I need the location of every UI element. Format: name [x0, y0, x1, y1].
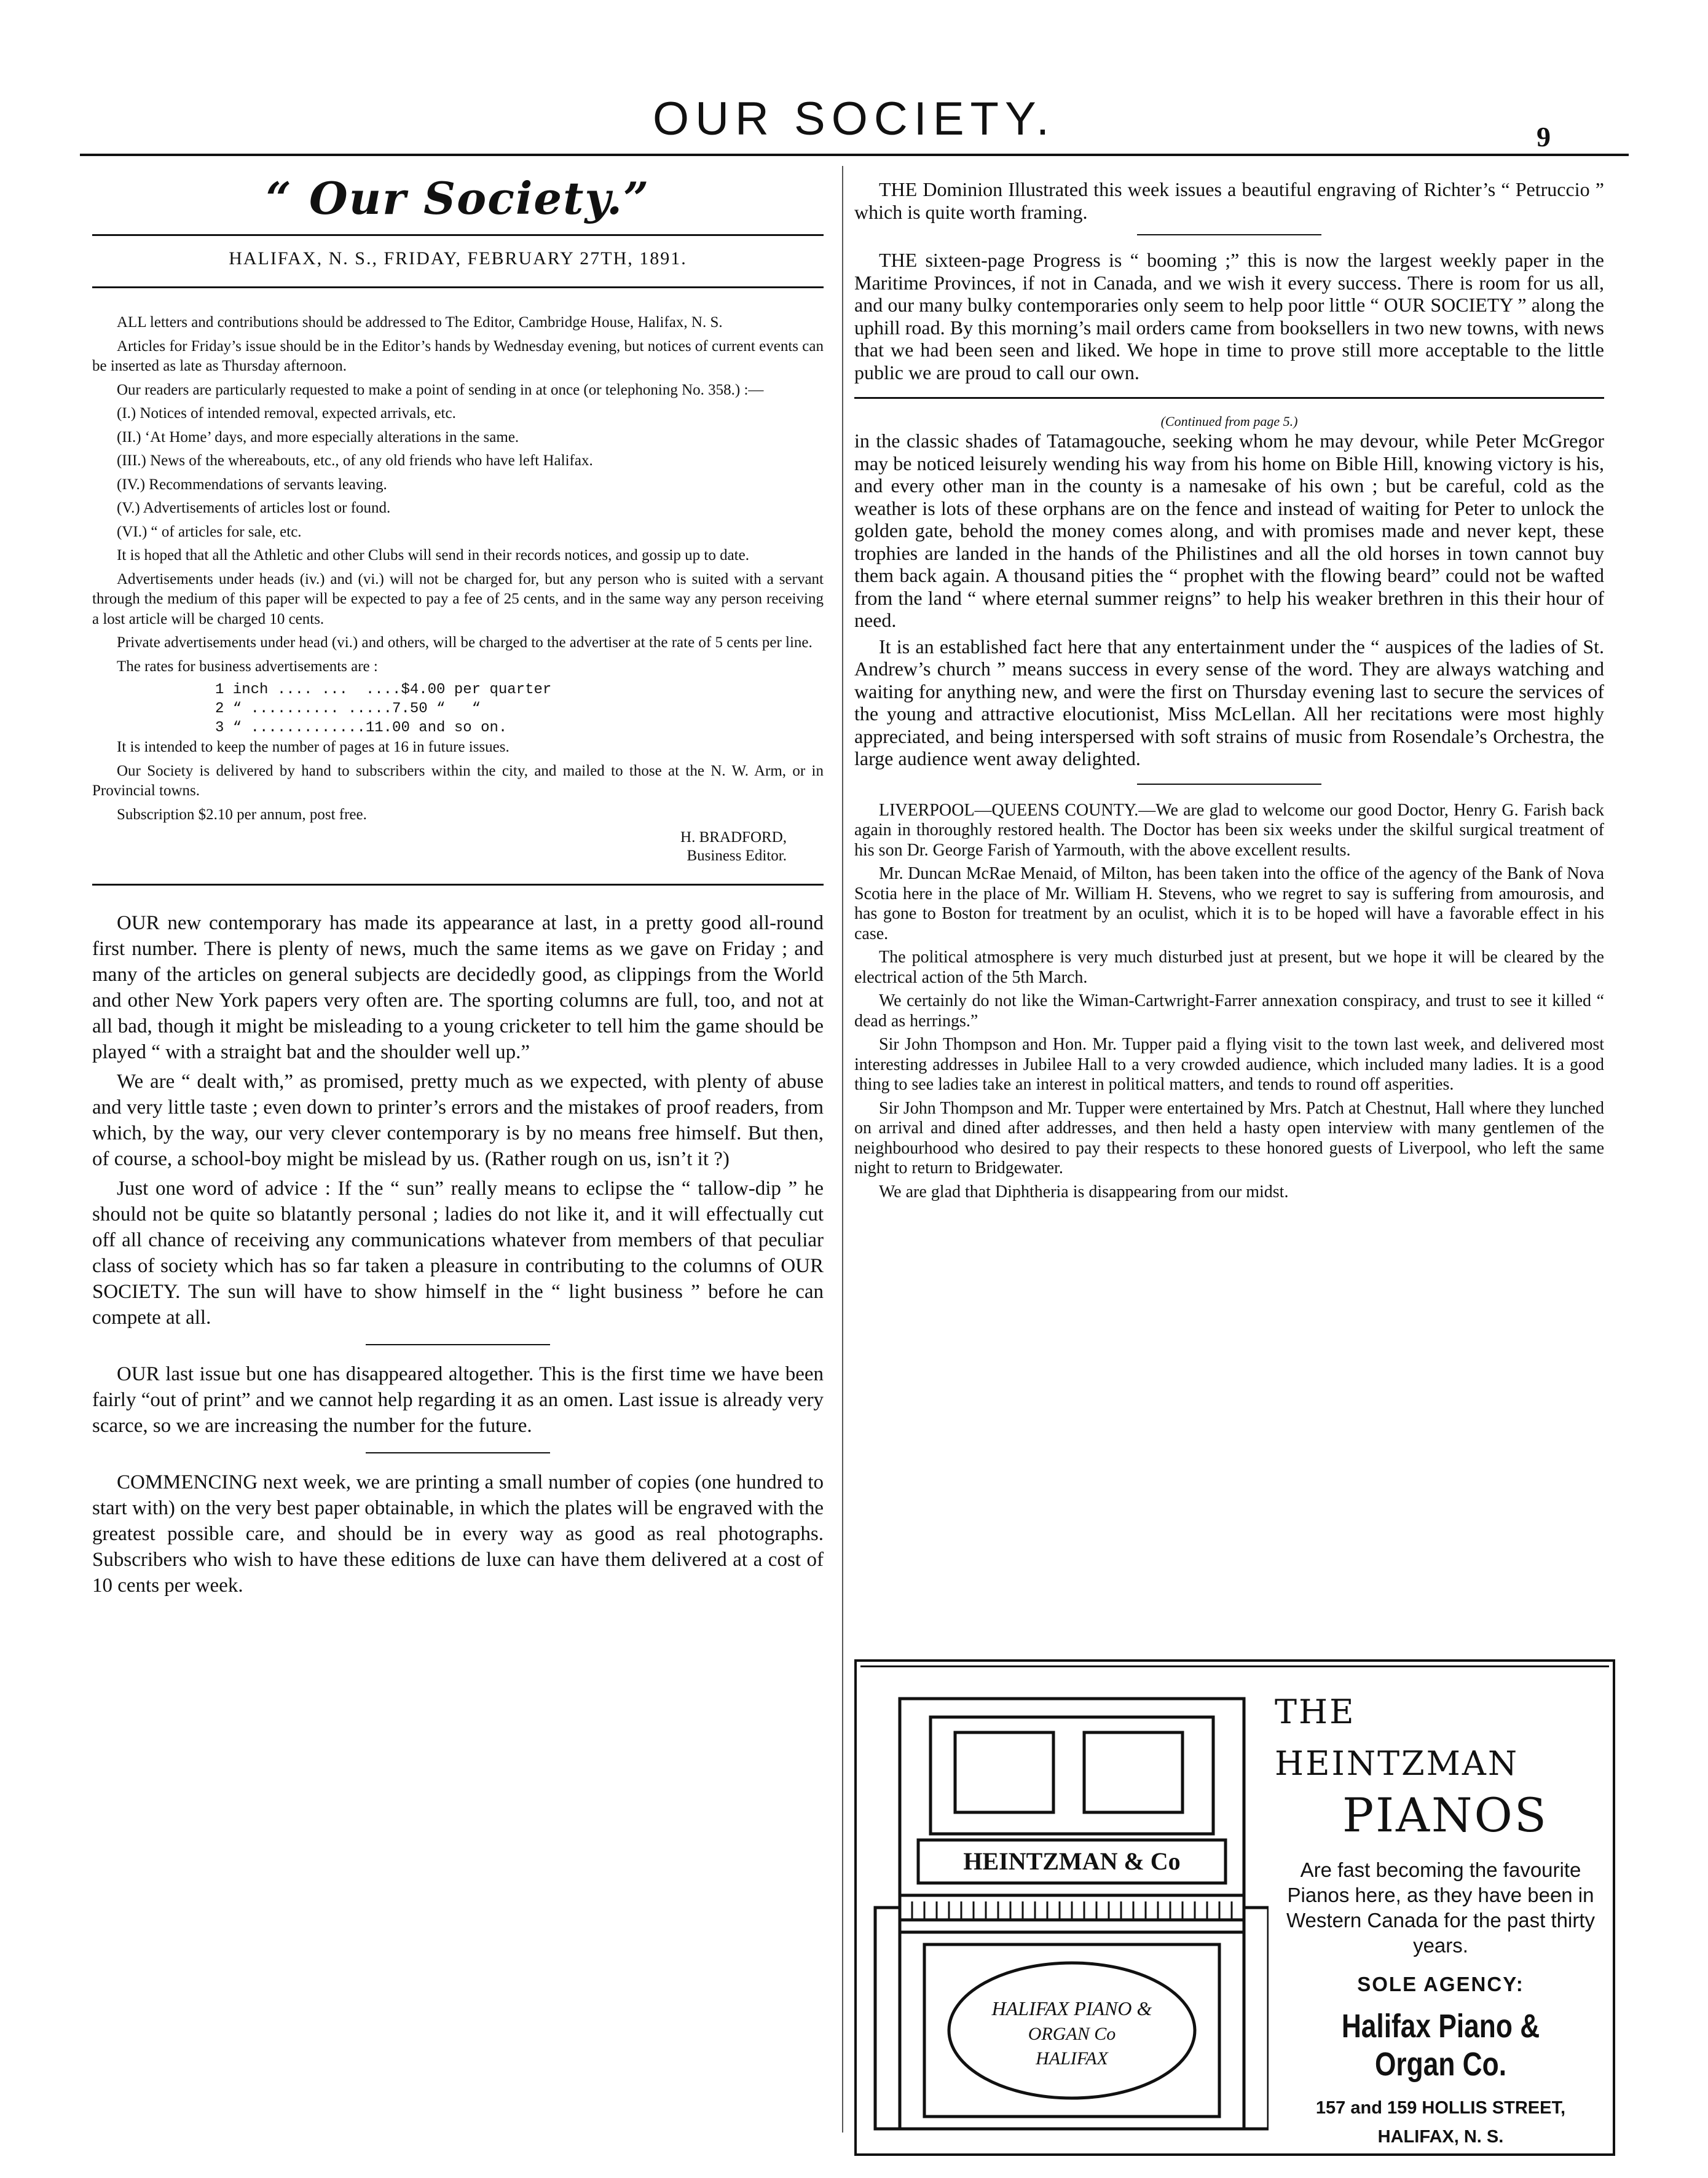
editorial-section [92, 910, 824, 1331]
ad-heading: THE HEINTZMAN [1275, 1692, 1519, 1783]
liverpool-paragraph: Sir John Thompson and Hon. Mr. Tupper paid a flying visit to the town last week, and delivered most interesting addresses in Jubilee Hall to a very crowded audience, which included many ladies. It is a good thing to see ladies take an interest in political matters, and tends to round off asperities. [854, 1035, 1604, 1094]
notice-paragraph: It is hoped that all the Athletic and other Clubs will send in their records notices, and gossip up to date. [117, 547, 749, 564]
piano-badge-line: HALIFAX PIANO & [991, 1997, 1152, 2019]
nameplate-rule [92, 234, 824, 236]
nameplate-title: “ Our Society.” [266, 172, 650, 224]
short-divider [366, 1452, 550, 1453]
ad-address: 157 and 159 HOLLIS STREET, [1315, 2098, 1566, 2118]
piano-illustration [863, 1674, 1269, 2147]
notice-paragraph: The rates for business advertisements are : [117, 658, 378, 675]
editorial-paragraph: OUR last issue but one has disappeared altogether. This is the first time we have been fairly “out of print” and we cannot help regarding it as an omen. Last issue is already very scarce, so we are increasing the number for the future. [92, 1363, 824, 1437]
dateline: HALIFAX, N. S., FRIDAY, FEBRUARY 27TH, 1891. [229, 248, 687, 269]
ad-copy [1275, 1686, 1607, 2147]
notice-list-item: (I.) Notices of intended removal, expected arrivals, etc. [117, 405, 456, 422]
masthead-rule [80, 154, 1629, 156]
notice-list-item: (IV.) Recommendations of servants leaving. [117, 476, 387, 493]
signature-name: H. BRADFORD, [680, 829, 787, 846]
short-divider [1137, 784, 1321, 785]
heintzman-advertisement [854, 1659, 1615, 2156]
liverpool-section [854, 801, 1604, 1203]
left-column [92, 172, 824, 1602]
section-rule [854, 397, 1604, 399]
ad-sole-agency: SOLE AGENCY: [1357, 1973, 1524, 1995]
notice-list-item: (V.) Advertisements of articles lost or found. [117, 500, 391, 516]
notice-paragraph: Subscription $2.10 per annum, post free. [117, 806, 367, 823]
liverpool-paragraph: We certainly do not like the Wiman-Cartwright-Farrer annexation conspiracy, and trust to see it killed “ dead as herrings.” [854, 991, 1604, 1031]
right-paragraph: It is an established fact here that any entertainment under the “ auspices of the ladies of St. Andrew’s church ” means success in every sense of the word. They are always watching and waiting for anything new, and were the first on Thursday evening last to secure the services of the young and attractive elocutionist, Miss McLellan. All her recitations were most highly appreciated, and being interspersed with soft strains of music from Rosendale’s Orchestra, the large audience went away delighted. [854, 635, 1604, 769]
notice-rule [92, 884, 824, 886]
right-paragraph: THE Dominion Illustrated this week issues a beautiful engraving of Richter’s “ Petruccio ” which is quite worth framing. [854, 178, 1604, 223]
short-divider [1137, 234, 1321, 235]
column-divider [842, 166, 843, 2133]
ad-inner-border [860, 1665, 1609, 1667]
notice-paragraph: Our Society is delivered by hand to subscribers within the city, and mailed to those at the N. W. Arm, or in Provincial towns. [92, 762, 824, 799]
ad-heading-pianos: PIANOS [1342, 1788, 1548, 1842]
publisher-notice [92, 313, 824, 865]
page-number: 9 [1537, 121, 1551, 152]
notice-paragraph: It is intended to keep the number of pages at 16 in future issues. [117, 739, 510, 755]
liverpool-paragraph: The political atmosphere is very much disturbed just at present, but we hope it will be cleared by the electrical action of the 5th March. [854, 948, 1604, 987]
editorial-paragraph: Just one word of advice : If the “ sun” really means to eclipse the “ tallow-dip ” he should not be quite so blatantly personal ; ladies do not like it, and it will effectually cut off all chance of receiving any communications whatever from members of that peculiar class of society which has so far taken a pleasure in contributing to the columns of OUR SOCIETY. The sun will have to show himself in the “ light business ” before he can compete at all. [92, 1177, 824, 1329]
notice-paragraph: ALL letters and contributions should be addressed to The Editor, Cambridge House, Halifax, N. S. [117, 314, 723, 331]
piano-nameboard: HEINTZMAN & Co [963, 1847, 1181, 1875]
continued-note: (Continued from page 5.) [1160, 414, 1298, 429]
signature-title: Business Editor. [687, 847, 787, 864]
liverpool-paragraph: LIVERPOOL—QUEENS COUNTY.—We are glad to welcome our good Doctor, Henry G. Farish back again in thoroughly restored health. The Doctor has been six weeks under the skilful surgical treatment of his son Dr. George Farish of Yarmouth, with the above excellent results. [854, 800, 1604, 860]
notice-paragraph: Articles for Friday’s issue should be in the Editor’s hands by Wednesday evening, but notices of current events can be inserted as late as Thursday afternoon. [92, 337, 824, 374]
editorial-paragraph: We are “ dealt with,” as promised, pretty much as we expected, with plenty of abuse and very little taste ; even down to printer’s errors and the mistakes of proof readers, from which, by the way, our very clever contemporary is by no means free himself. But then, of course, a school-boy might be mislead by us. (Rather rough on us, isn’t it ?) [92, 1071, 824, 1170]
liverpool-paragraph: We are glad that Diphtheria is disappearing from our midst. [879, 1182, 1289, 1201]
notice-list-item: (II.) ‘At Home’ days, and more especially alterations in the same. [117, 428, 519, 446]
editorial-paragraph: COMMENCING next week, we are printing a small number of copies (one hundred to start with) on the very best paper obtainable, in which the plates will be engraved with the greatest possible care, and should be in every way as good as real photographs. Subscribers who wish to have these editions de luxe can have them delivered at a cost of 10 cents per week. [92, 1471, 824, 1597]
right-column [854, 178, 1604, 1206]
notice-paragraph: Private advertisements under head (vi.) and others, will be charged to the advertiser at the rate of 5 cents per line. [117, 634, 813, 651]
dateline-rule [92, 286, 824, 288]
piano-badge-line: ORGAN Co [1028, 2024, 1116, 2044]
notice-paragraph: Advertisements under heads (iv.) and (vi.) will not be charged for, but any person who is suited with a servant through the medium of this paper will be expected to pay a fee of 25 cents, and in the same way any person receiving a lost article will be charged 10 cents. [92, 570, 824, 627]
ad-company: Halifax Piano & Organ Co. [1341, 2008, 1540, 2083]
short-divider [366, 1344, 550, 1345]
rate-line: 1 inch .... ... ....$4.00 per quarter [215, 682, 552, 698]
liverpool-paragraph: Sir John Thompson and Mr. Tupper were entertained by Mrs. Patch at Chestnut, Hall where they lunched on arrival and dined after addresses, and then held a hasty open interview with many gentlemen of the neighbourhood who desired to pay their respects to these honored guests of Liverpool, who left the same night to return to Bridgewater. [854, 1098, 1604, 1177]
right-paragraph: THE sixteen-page Progress is “ booming ;” this is now the largest weekly paper in the Maritime Provinces, if not in Canada, and we wish it every success. There is room for us all, and our many bulky contemporaries only seem to help poor little “ OUR SOCIETY ” along the uphill road. By this morning’s mail orders came from booksellers in two new towns, with news that we had been seen and liked. We hope in time to prove still more acceptable to the little public we are proud to call our own. [854, 249, 1604, 383]
notice-paragraph: Our readers are particularly requested to make a point of sending in at once (or telephoning No. 358.) :— [117, 381, 764, 398]
rate-line: 2 “ .......... .....7.50 “ “ [215, 701, 481, 717]
rate-line: 3 “ .............11.00 and so on. [215, 720, 508, 736]
ad-body: Are fast becoming the favourite Pianos here, as they have been in Western Canada for the past thirty years. [1286, 1858, 1595, 1957]
editorial-paragraph: OUR new contemporary has made its appearance at last, in a pretty good all-round first number. There is plenty of news, much the same items as we gave on Friday ; and many of the articles on general subjects are decidedly good, as clippings from the World and other New York papers very often are. The sporting columns are full, too, and not at all bad, though it might be misleading to a young cricketer to tell him the game should be played “ with a straight bat and the shoulder well up.” [92, 912, 824, 1063]
masthead-title: OUR SOCIETY. [653, 93, 1055, 145]
piano-badge-line: HALIFAX [1036, 2048, 1108, 2069]
ad-city: HALIFAX, N. S. [1377, 2127, 1504, 2147]
right-paragraph: in the classic shades of Tatamagouche, seeking whom he may devour, while Peter McGregor may be noticed leisurely wending his way from his home on Bible Hill, knowing victory is his, and every other man in the county is a namesake of his own ; but be careful, cold as the weather is lots of these orphans are on the fence and instead of waiting for Peter to unlock the golden gate, behold the money comes along, and with promises made and never kept, these trophies are landed in the hands of the Philistines and all the old horses in town cannot buy them back again. A thousand pities the “ prophet with the flowing beard” could not be wafted from the land “ where eternal summer reigns” to help his weaker brethren in this their hour of need. [854, 430, 1604, 631]
liverpool-paragraph: Mr. Duncan McRae Menaid, of Milton, has been taken into the office of the agency of the Bank of Nova Scotia here in the place of Mr. William H. Stevens, who we regret to say is suffering from amourosis, and has gone to Boston for treatment by an oculist, which it is to be hoped will have a favorable effect in his case. [854, 864, 1604, 943]
notice-list-item: (III.) News of the whereabouts, etc., of any old friends who have left Halifax. [117, 452, 593, 469]
notice-list-item: (VI.) “ of articles for sale, etc. [117, 523, 302, 540]
